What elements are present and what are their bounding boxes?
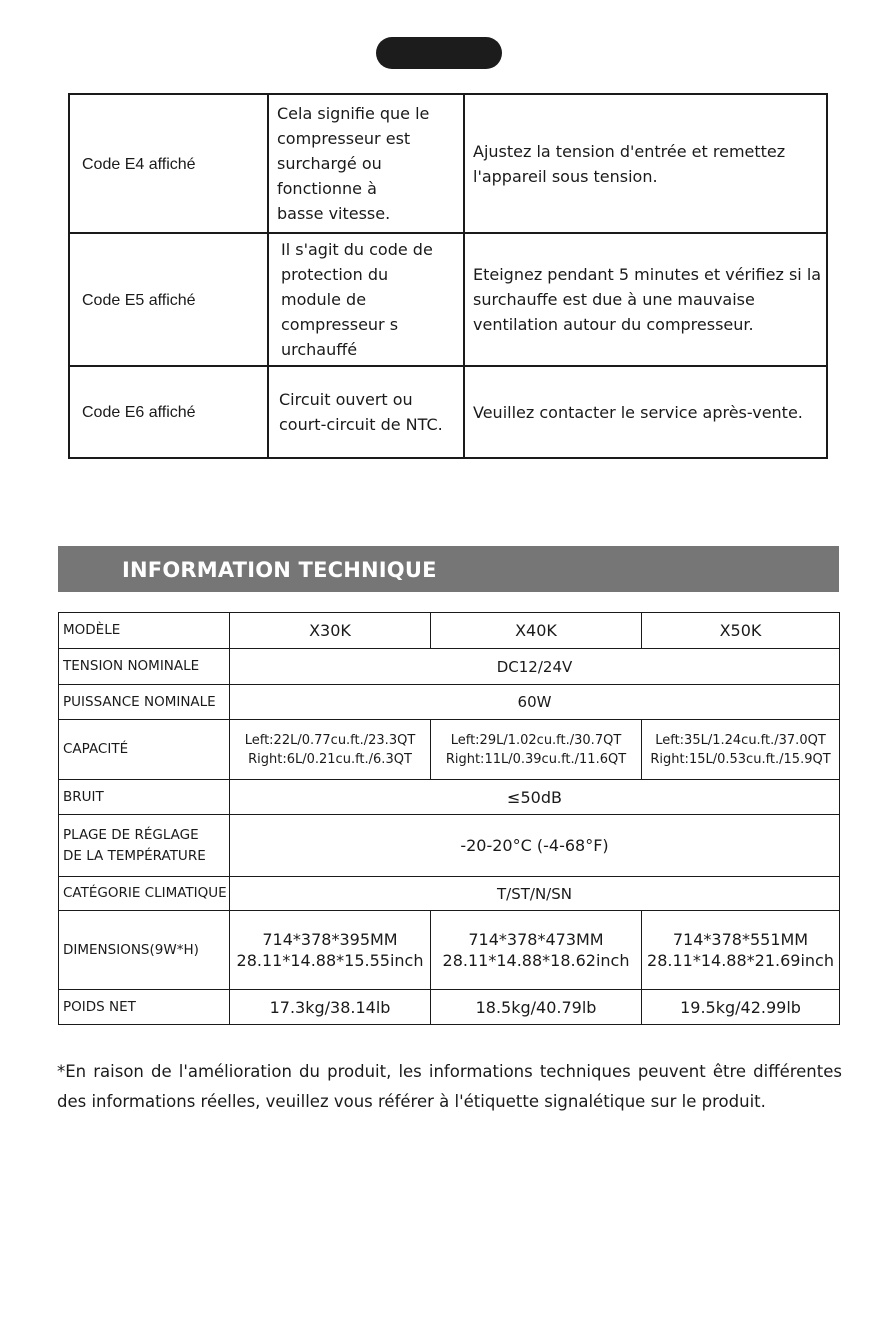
poids-cell: 17.3kg/38.14lb <box>230 990 431 1025</box>
bruit-value: ≤50dB <box>230 780 840 815</box>
capacite-text: Left:35L/1.24cu.ft./37.0QT Right:15L/0.53cu.ft./15.9QT <box>650 732 831 767</box>
row-label-model: MODÈLE <box>59 613 230 649</box>
row-label-dimensions: DIMENSIONS(9W*H) <box>59 911 230 990</box>
table-row <box>59 613 840 649</box>
capacite-text: Left:22L/0.77cu.ft./23.3QT Right:6L/0.21cu.ft./6.3QT <box>244 732 416 767</box>
error-meaning-text: Cela signifie que le compresseur est surchargé ou fonctionne à basse vitesse. <box>277 104 430 223</box>
row-label-tension: TENSION NOMINALE <box>59 649 230 685</box>
capacite-cell <box>230 720 431 780</box>
table-row <box>69 366 827 458</box>
row-label-capacite: CAPACITÉ <box>59 720 230 780</box>
error-solution-cell <box>464 233 827 366</box>
error-code-cell <box>69 94 268 233</box>
section-title: INFORMATION TECHNIQUE <box>122 558 437 582</box>
dimensions-text: 714*378*473MM 28.11*14.88*18.62inch <box>442 930 630 970</box>
poids-cell: 19.5kg/42.99lb <box>642 990 840 1025</box>
table-row <box>59 685 840 720</box>
row-label-plage <box>59 815 230 877</box>
climat-value: T/ST/N/SN <box>230 877 840 911</box>
row-label-bruit: BRUIT <box>59 780 230 815</box>
error-code-table <box>68 93 828 459</box>
error-meaning-cell <box>268 366 464 458</box>
page-marker-pill <box>376 37 502 69</box>
error-solution-text: Veuillez contacter le service après-vente. <box>473 402 803 422</box>
row-label-climat: CATÉGORIE CLIMATIQUE <box>59 877 230 911</box>
dimensions-text: 714*378*551MM 28.11*14.88*21.69inch <box>647 930 834 970</box>
error-code-cell <box>69 233 268 366</box>
capacite-cell <box>642 720 840 780</box>
error-code-label: Code E5 affiché <box>82 291 196 309</box>
tension-value: DC12/24V <box>230 649 840 685</box>
footnote: *En raison de l'amélioration du produit, les informations techniques peuvent être différentes des informations réelles, veuillez vous référer à l'étiquette signalétique sur le produit. <box>57 1062 842 1111</box>
table-row <box>69 94 827 233</box>
plage-label-text: PLAGE DE RÉGLAGE DE LA TEMPÉRATURE <box>63 826 206 864</box>
row-label-puissance: PUISSANCE NOMINALE <box>59 685 230 720</box>
poids-cell: 18.5kg/40.79lb <box>431 990 642 1025</box>
error-code-label: Code E4 affiché <box>82 155 196 173</box>
dimensions-cell <box>230 911 431 990</box>
table-row <box>59 720 840 780</box>
error-meaning-cell <box>268 94 464 233</box>
model-cell: X40K <box>431 613 642 649</box>
dimensions-cell <box>431 911 642 990</box>
table-row <box>59 815 840 877</box>
technical-info-table <box>58 612 840 1025</box>
table-row <box>59 911 840 990</box>
table-row <box>59 990 840 1025</box>
table-row <box>69 233 827 366</box>
dimensions-cell <box>642 911 840 990</box>
section-header-bar <box>58 546 839 592</box>
error-meaning-text: Circuit ouvert ou court-circuit de NTC. <box>279 390 443 434</box>
error-code-cell <box>69 366 268 458</box>
plage-value: -20-20°C (-4-68°F) <box>230 815 840 877</box>
error-meaning-cell <box>268 233 464 366</box>
error-solution-text: Ajustez la tension d'entrée et remettez l'appareil sous tension. <box>473 141 786 186</box>
table-row <box>59 877 840 911</box>
table-row <box>59 649 840 685</box>
model-cell: X50K <box>642 613 840 649</box>
row-label-poids: POIDS NET <box>59 990 230 1025</box>
error-solution-cell <box>464 366 827 458</box>
dimensions-text: 714*378*395MM 28.11*14.88*15.55inch <box>236 930 424 970</box>
table-row <box>59 780 840 815</box>
error-solution-text: Eteignez pendant 5 minutes et vérifiez si la surchauffe est due à une mauvaise ventilation autour du compresseur. <box>473 265 822 334</box>
error-code-label: Code E6 affiché <box>82 404 196 421</box>
capacite-text: Left:29L/1.02cu.ft./30.7QT Right:11L/0.39cu.ft./11.6QT <box>445 732 627 767</box>
model-cell: X30K <box>230 613 431 649</box>
puissance-value: 60W <box>230 685 840 720</box>
capacite-cell <box>431 720 642 780</box>
error-meaning-text: Il s'agit du code de protection du module de compresseur s urchauffé <box>281 240 433 359</box>
error-solution-cell <box>464 94 827 233</box>
